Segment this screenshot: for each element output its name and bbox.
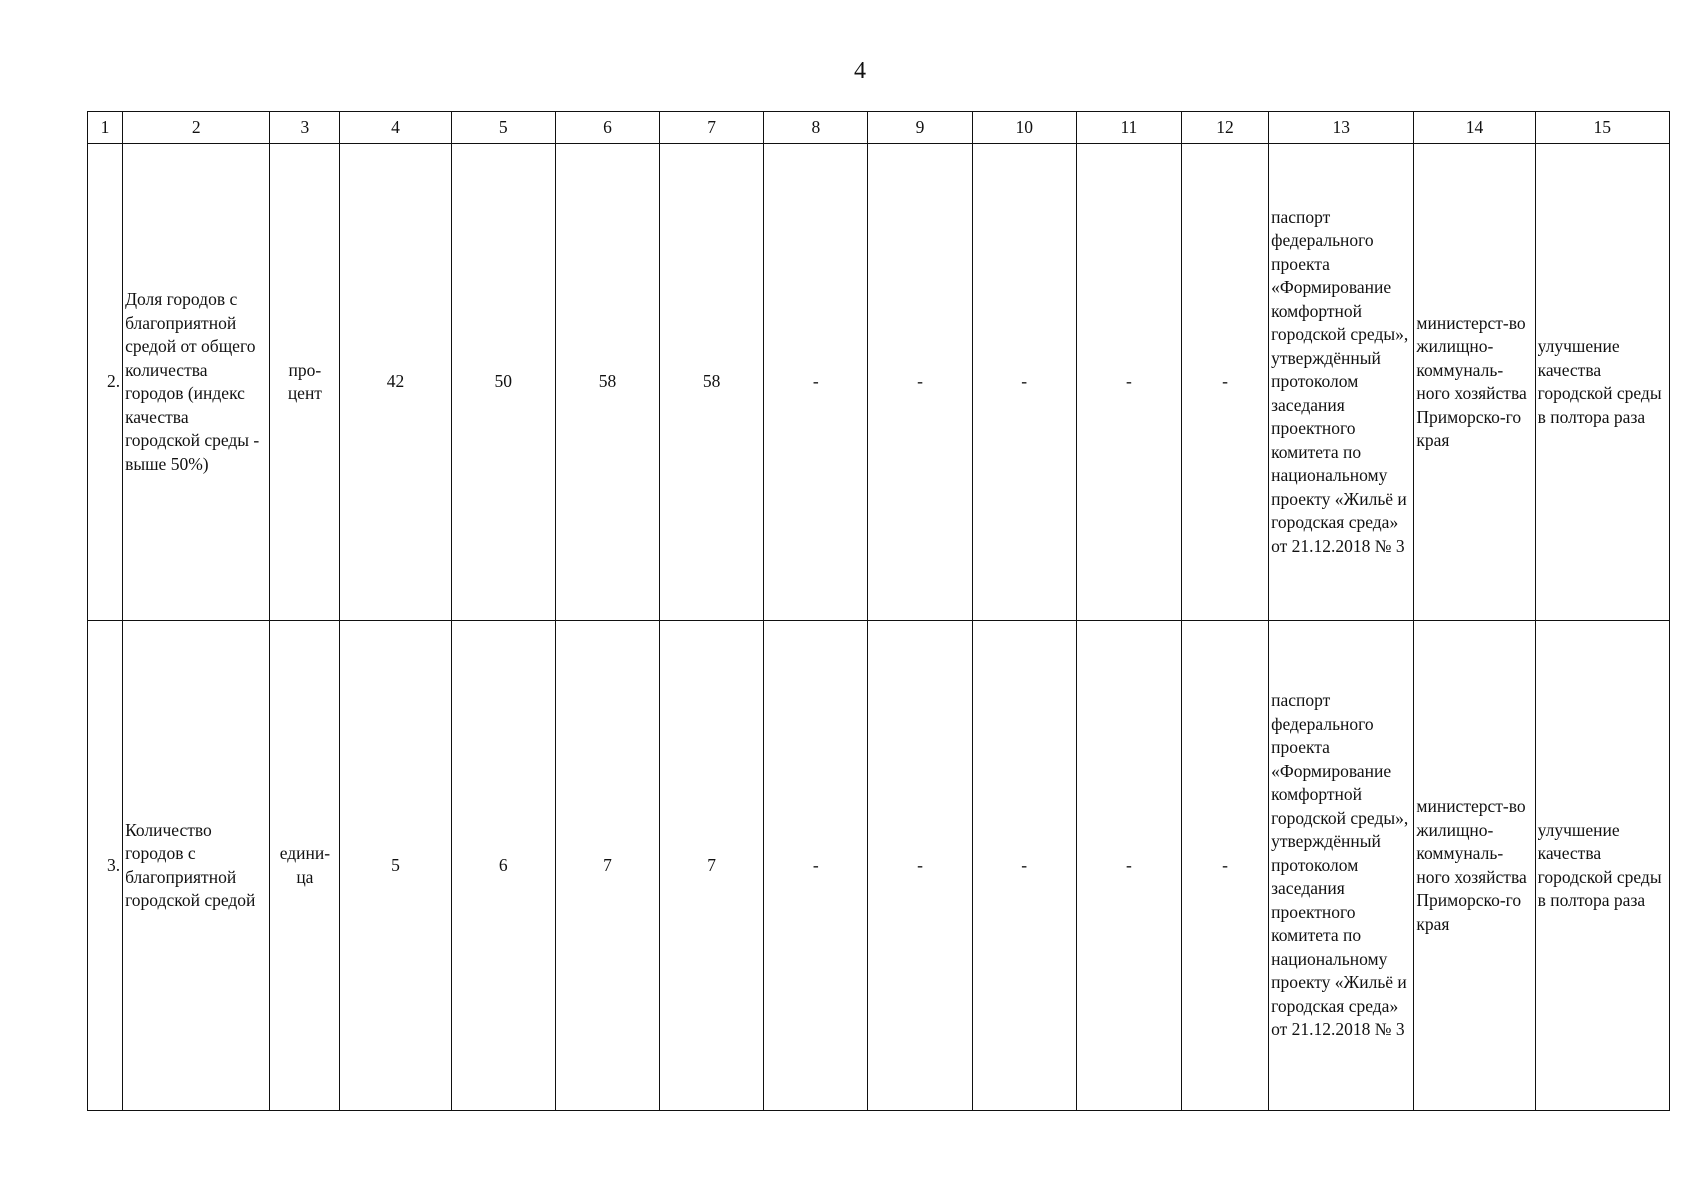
- value-cell: 7: [660, 621, 764, 1111]
- column-number: 3: [270, 112, 340, 144]
- value-cell: -: [1181, 621, 1268, 1111]
- expected-result: улучшение качества городской среды в полтора раза: [1535, 144, 1669, 621]
- column-number: 5: [451, 112, 555, 144]
- column-number: 9: [868, 112, 972, 144]
- column-number: 13: [1269, 112, 1414, 144]
- value-cell: -: [1076, 144, 1181, 621]
- column-number: 8: [764, 112, 868, 144]
- unit-cell: едини- ца: [270, 621, 340, 1111]
- value-cell: 42: [340, 144, 451, 621]
- unit-cell: про- цент: [270, 144, 340, 621]
- value-cell: -: [764, 144, 868, 621]
- column-number: 11: [1076, 112, 1181, 144]
- table-row: [88, 621, 1670, 1111]
- column-number: 12: [1181, 112, 1268, 144]
- indicator-name: Доля городов с благоприятной средой от общего количества городов (индекс качества городской среды - выше 50%): [123, 144, 270, 621]
- value-cell: -: [1076, 621, 1181, 1111]
- column-numbers-row: [88, 112, 1670, 144]
- expected-result: улучшение качества городской среды в полтора раза: [1535, 621, 1669, 1111]
- source-document: паспорт федерального проекта «Формирование комфортной городской среды», утверждённый протоколом заседания проектного комитета по национальному проекту «Жильё и городская среда» от 21.12.2018 № 3: [1269, 144, 1414, 621]
- column-number: 14: [1414, 112, 1535, 144]
- source-document: паспорт федерального проекта «Формирование комфортной городской среды», утверждённый протоколом заседания проектного комитета по национальному проекту «Жильё и городская среда» от 21.12.2018 № 3: [1269, 621, 1414, 1111]
- table-row: [88, 144, 1670, 621]
- row-number: 2.: [88, 144, 123, 621]
- column-number: 6: [555, 112, 659, 144]
- column-number: 1: [88, 112, 123, 144]
- indicator-name: Количество городов с благоприятной городской средой: [123, 621, 270, 1111]
- row-number: 3.: [88, 621, 123, 1111]
- column-number: 2: [123, 112, 270, 144]
- page-number: 4: [854, 58, 866, 84]
- responsible-body: министерст-во жилищно-коммуналь-ного хозяйства Приморско-го края: [1414, 621, 1535, 1111]
- column-number: 10: [972, 112, 1076, 144]
- value-cell: 5: [340, 621, 451, 1111]
- value-cell: -: [868, 621, 972, 1111]
- value-cell: 7: [555, 621, 659, 1111]
- column-number: 4: [340, 112, 451, 144]
- column-number: 7: [660, 112, 764, 144]
- responsible-body: министерст-во жилищно-коммуналь-ного хозяйства Приморско-го края: [1414, 144, 1535, 621]
- value-cell: 6: [451, 621, 555, 1111]
- value-cell: -: [868, 144, 972, 621]
- value-cell: 58: [555, 144, 659, 621]
- value-cell: 58: [660, 144, 764, 621]
- column-number: 15: [1535, 112, 1669, 144]
- value-cell: -: [972, 144, 1076, 621]
- value-cell: -: [972, 621, 1076, 1111]
- value-cell: -: [1181, 144, 1268, 621]
- value-cell: -: [764, 621, 868, 1111]
- indicators-table: [87, 111, 1670, 1111]
- value-cell: 50: [451, 144, 555, 621]
